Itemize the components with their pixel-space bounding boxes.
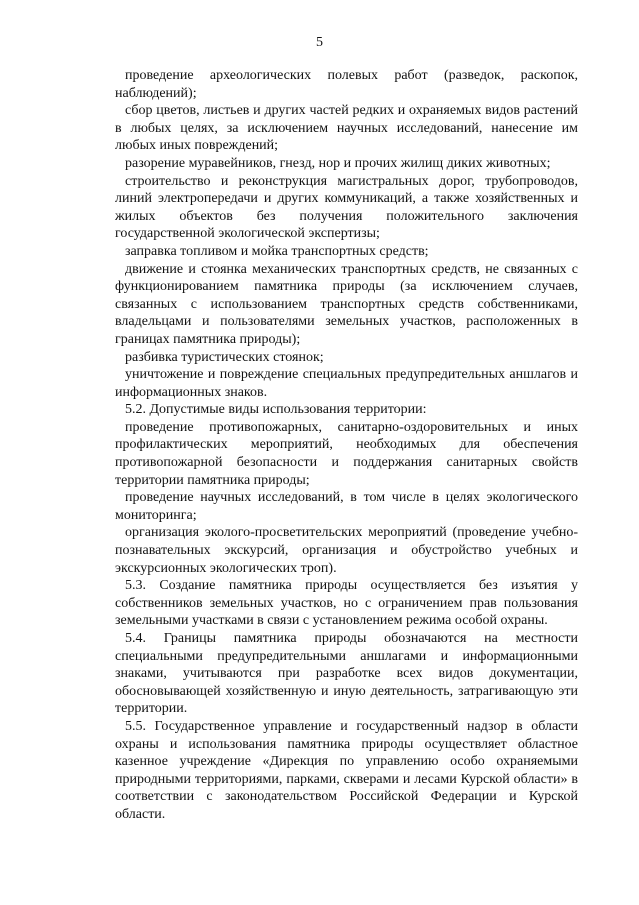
- list-item-research: проведение научных исследований, в том числе в целях экологического мониторинга;: [115, 490, 578, 523]
- list-item-construction: строительство и реконструкция магистральных дорог, трубопроводов, линий электропередачи и других коммуникаций, а также хозяйственных и жилых объектов без получения положительного заключения государственной экологической экспертизы;: [115, 173, 578, 242]
- list-item-plant-collection: сбор цветов, листьев и других частей редких и охраняемых видов растений в любых целях, за исключением научных исследований, нанесение им любых иных повреждений;: [115, 103, 578, 154]
- list-item-animal-dwellings: разорение муравейников, гнезд, нор и прочих жилищ диких животных;: [125, 155, 551, 171]
- section-5-2-heading: 5.2. Допустимые виды использования территории:: [125, 402, 427, 418]
- list-item-vehicle-movement: движение и стоянка механических транспортных средств, не связанных с функционированием памятника природы (за исключением случаев, связанных с использованием транспортных средств собственниками, владельцами и пользователями земельных участков, расположенных в границах памятника природы);: [115, 261, 578, 347]
- document-body: [115, 67, 578, 824]
- list-item-education: организация эколого-просветительских мероприятий (проведение учебно-познавательных экскурсий, организация и обустройство учебных и экскурсионных экологических троп).: [115, 525, 578, 576]
- list-item-tourist-camps: разбивка туристических стоянок;: [125, 349, 324, 365]
- page-number: 5: [316, 35, 323, 50]
- section-5-4: 5.4. Границы памятника природы обозначаются на местности специальными предупредительными аншлагами и информационными знаками, учитываются при разработке всех видов документации, обосновывающей хозяйственную и иную деятельность, затрагивающую эти территории.: [115, 631, 578, 717]
- section-5-3: 5.3. Создание памятника природы осуществляется без изъятия у собственников земельных участков, но с ограничением прав пользования земельными участками в связи с установлением режима особой охраны.: [115, 578, 578, 629]
- list-item-archaeology: проведение археологических полевых работ (разведок, раскопок, наблюдений);: [115, 68, 578, 101]
- list-item-signs-damage: уничтожение и повреждение специальных предупредительных аншлагов и информационных знаков.: [115, 367, 578, 400]
- list-item-refueling: заправка топливом и мойка транспортных средств;: [125, 243, 429, 259]
- section-5-5: 5.5. Государственное управление и государственный надзор в области охраны и использования памятника природы осуществляет областное казенное учреждение «Дирекция по управлению особо охраняемыми природными территориями, парками, скверами и лесами Курской области» в соответствии с законодательством Российской Федерации и Курской области.: [115, 718, 578, 822]
- list-item-fire-prevention: проведение противопожарных, санитарно-оздоровительных и иных профилактических мероприятий, необходимых для обеспечения противопожарной безопасности и поддержания санитарных свойств территории памятника природы;: [115, 419, 578, 488]
